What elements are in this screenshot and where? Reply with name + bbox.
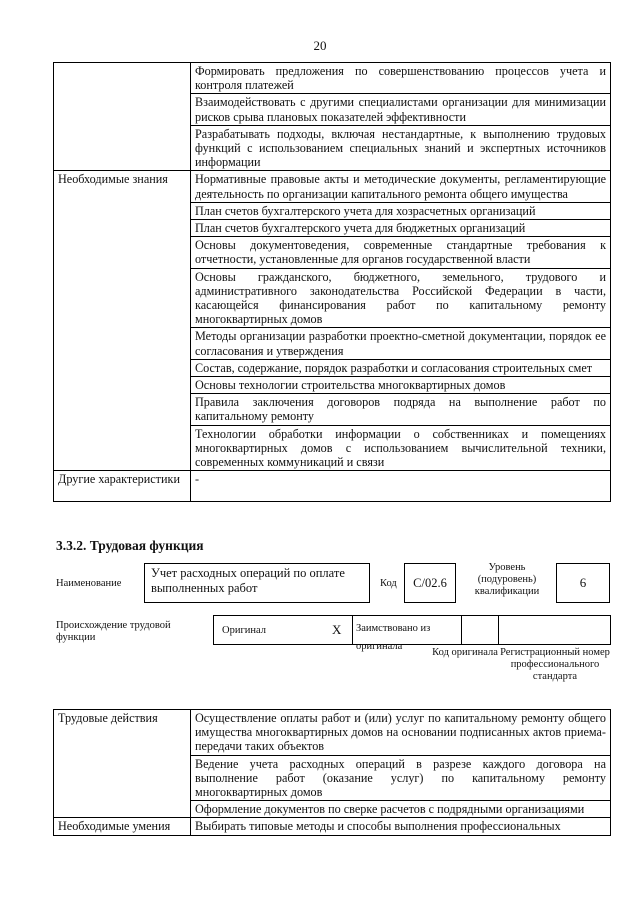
row-content: Осуществление оплаты работ и (или) услуг по капитальному ремонту общего имущества многоквартирных домов на основании подписанных актов приема-передачи таких объектов [191,710,611,756]
row-content: Основы документоведения, современные стандартные требования к отчетности, установленные для органов государственной власти [191,237,611,268]
code-value-box [404,563,456,603]
row-content: - [191,471,611,502]
row-content: Формировать предложения по совершенствованию процессов учета и контроля платежей [191,63,611,94]
code-label: Код [380,578,397,589]
reg-number-caption: Регистрационный номер профессионального стандарта [500,647,610,682]
original-label: Оригинал [222,625,266,636]
row-label: Необходимые умения [54,818,191,835]
reg-number-box [498,615,611,645]
row-content: Методы организации разработки проектно-сметной документации, порядок ее согласования и утверждения [191,328,611,359]
page-number: 20 [313,38,327,53]
row-content: Состав, содержание, порядок разработки и согласования строительных смет [191,359,611,376]
borrowed-label: Заимствовано из оригинала [356,623,431,652]
row-content: Разрабатывать подходы, включая нестандартные, к выполнению трудовых функций с использованием специальных знаний и экспертных источников информации [191,125,611,171]
row-label [54,63,191,94]
code-value: С/02.6 [413,576,447,590]
table-row [54,63,611,94]
row-label [54,94,191,125]
row-content: Правила заключения договоров подряда на выполнение работ по капитальному ремонту [191,394,611,425]
row-content: Технологии обработки информации о собственниках и помещениях многоквартирных домов с использованием вычислительной техники, современных коммуникаций и связи [191,425,611,471]
row-content: Основы гражданского, бюджетного, земельного, трудового и административного законодательства Российской Федерации в части, касающейся финансирования работ по капитальному ремонту многоквартирных домов [191,268,611,328]
row-content: Взаимодействовать с другими специалистами организации для минимизации рисков срыва плановых показателей эффективности [191,94,611,125]
table-row [54,471,611,502]
row-content: План счетов бухгалтерского учета для бюджетных организаций [191,220,611,237]
row-label: Трудовые действия [54,710,191,818]
row-content: Нормативные правовые акты и методические документы, регламентирующие деятельность по организации капитального ремонта общего имущества [191,171,611,202]
borrowed-box [352,615,462,652]
row-content: Ведение учета расходных операций в разрезе каждого договора на выполнение работ (оказание услуг) по капитальному ремонту многоквартирных домов [191,755,611,801]
level-label: Уровень (подуровень) квалификации [474,562,540,597]
section-heading: 3.3.2. Трудовая функция [56,538,204,553]
original-box [213,615,353,645]
row-label: Необходимые знания [54,171,191,471]
labor-actions-table [53,709,611,836]
name-label: Наименование [56,578,122,589]
table-row [54,171,611,202]
row-content: Выбирать типовые методы и способы выполнения профессиональных [191,818,611,835]
name-value: Учет расходных операций по оплате выполненных работ [151,566,345,595]
row-label: Другие характеристики [54,471,191,502]
original-mark: X [332,622,342,637]
origin-label: Происхождение трудовой функции [56,620,171,643]
table-row [54,710,611,756]
requirements-table [53,62,611,502]
name-value-box [144,563,370,603]
level-value: 6 [579,575,587,590]
row-content: План счетов бухгалтерского учета для хозрасчетных организаций [191,202,611,219]
table-row [54,125,611,171]
row-content: Основы технологии строительства многоквартирных домов [191,377,611,394]
row-label [54,125,191,171]
origin-code-caption: Код оригинала [432,647,498,658]
origin-code-box [461,615,499,645]
row-content: Оформление документов по сверке расчетов с подрядными организациями [191,801,611,818]
table-row [54,94,611,125]
table-row [54,818,611,835]
level-value-box [556,563,610,603]
